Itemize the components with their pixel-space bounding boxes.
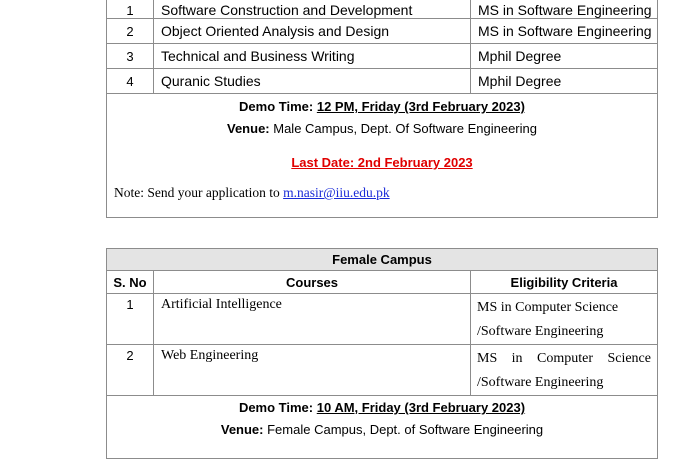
venue-value: Female Campus, Dept. of Software Engineering xyxy=(267,422,544,437)
eligibility-criteria: Mphil Degree xyxy=(471,69,658,94)
table-row xyxy=(107,19,658,44)
column-header-criteria: Eligibility Criteria xyxy=(471,271,658,294)
course-name: Object Oriented Analysis and Design xyxy=(154,19,471,44)
column-header-row xyxy=(107,271,658,294)
info-cell xyxy=(107,396,658,459)
last-date-text: Last Date: 2nd February 2023 xyxy=(291,155,473,170)
demo-time-value: 12 PM, Friday (3rd February 2023) xyxy=(316,99,525,114)
course-name: Quranic Studies xyxy=(154,69,471,94)
criteria-word: MS xyxy=(477,351,498,366)
criteria-line xyxy=(477,347,651,371)
demo-time xyxy=(107,398,657,418)
eligibility-criteria: Mphil Degree xyxy=(471,44,658,69)
last-date xyxy=(107,153,657,173)
table-row xyxy=(107,0,658,19)
serial-number: 2 xyxy=(107,345,154,396)
criteria-line: /Software Engineering xyxy=(477,324,604,339)
column-header-courses: Courses xyxy=(154,271,471,294)
info-row xyxy=(107,94,658,218)
demo-time-value: 10 AM, Friday (3rd February 2023) xyxy=(316,400,526,415)
note-text: Note: Send your application to xyxy=(114,185,284,200)
criteria-line: MS in Computer Science xyxy=(477,300,619,315)
info-cell xyxy=(107,94,658,218)
table-row xyxy=(107,69,658,94)
email-link[interactable]: m.nasir@iiu.edu.pk xyxy=(283,185,390,200)
info-row xyxy=(107,396,658,459)
venue xyxy=(107,420,657,440)
venue-value: Male Campus, Dept. Of Software Engineering xyxy=(273,121,537,136)
criteria-word: in xyxy=(511,351,523,366)
criteria-word: Computer xyxy=(537,351,593,366)
course-name: Technical and Business Writing xyxy=(154,44,471,69)
serial-number: 1 xyxy=(107,294,154,345)
serial-number: 3 xyxy=(107,44,154,69)
venue-label: Venue: xyxy=(227,121,270,136)
course-name: Web Engineering xyxy=(154,345,471,396)
criteria-line: /Software Engineering xyxy=(477,375,604,390)
table-row xyxy=(107,294,658,345)
serial-number: 1 xyxy=(107,0,154,19)
course-name: Software Construction and Development xyxy=(154,0,471,19)
demo-time xyxy=(107,97,657,117)
table-row xyxy=(107,345,658,396)
serial-number: 4 xyxy=(107,69,154,94)
note xyxy=(107,185,657,201)
course-name: Artificial Intelligence xyxy=(154,294,471,345)
criteria-word: Science xyxy=(607,351,651,366)
table-title: Female Campus xyxy=(107,249,658,271)
demo-time-label: Demo Time: xyxy=(238,400,314,415)
serial-number: 2 xyxy=(107,19,154,44)
table-title-row xyxy=(107,249,658,271)
demo-time-label: Demo Time: xyxy=(239,99,314,114)
eligibility-criteria: MS in Software Engineering xyxy=(471,19,658,44)
female-campus-table xyxy=(106,248,658,459)
column-header-sno: S. No xyxy=(107,271,154,294)
venue xyxy=(107,119,657,139)
eligibility-criteria: MS in Software Engineering xyxy=(471,0,658,19)
eligibility-criteria xyxy=(471,294,658,345)
venue-label: Venue: xyxy=(220,422,264,437)
eligibility-criteria xyxy=(471,345,658,396)
table-row xyxy=(107,44,658,69)
male-campus-table xyxy=(106,0,658,218)
